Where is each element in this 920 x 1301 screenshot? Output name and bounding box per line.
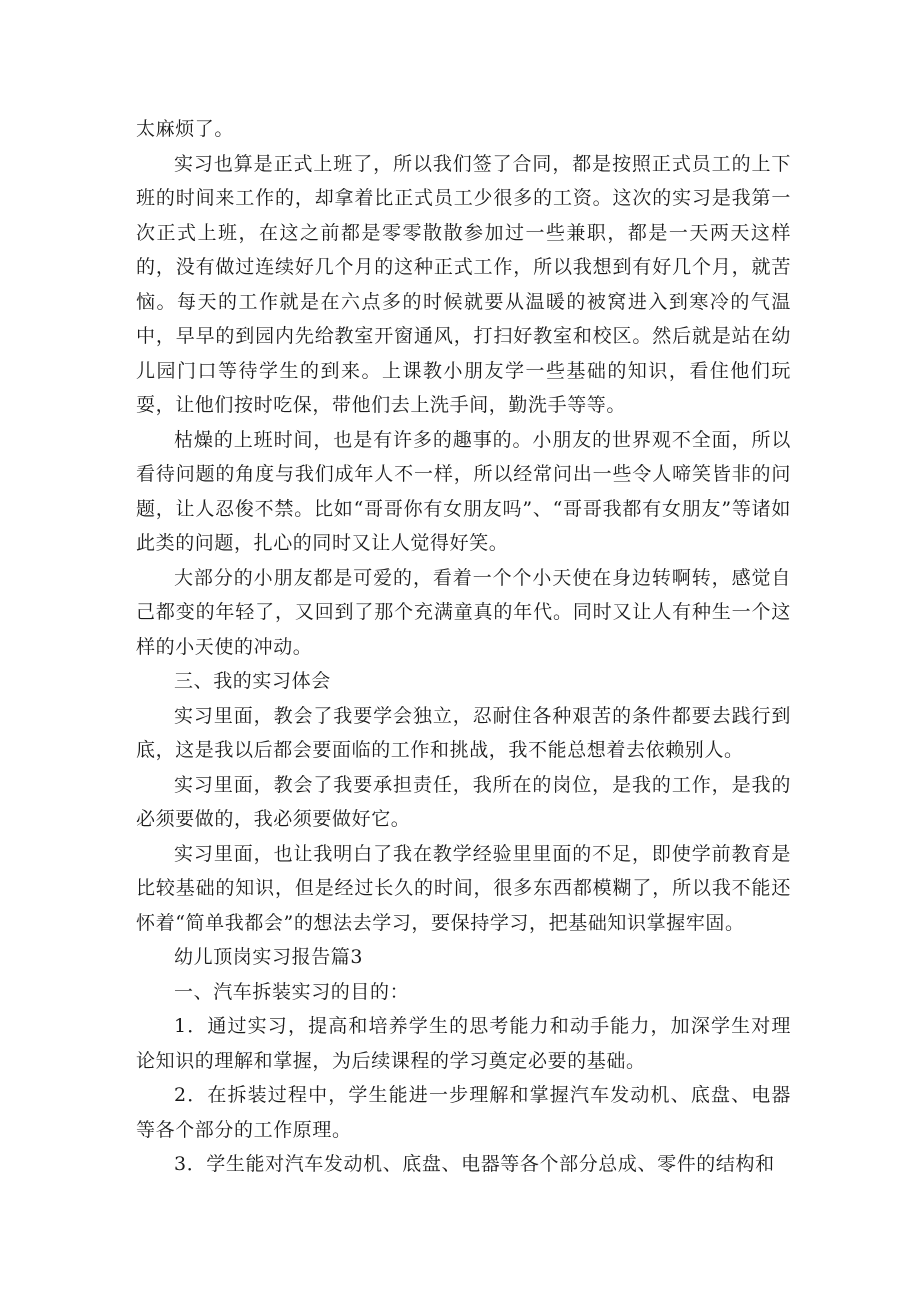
document-body [136,112,791,1182]
section-heading-purpose: 一、汽车拆装实习的目的： [174,980,410,1003]
paragraph-independence: 实习里面，教会了我要学会独立，忍耐住各种艰苦的条件都要去践行到底，这是我以后都会要面临的工作和挑战，我不能总想着去依赖别人。 [136,704,791,761]
section-heading-report-3: 幼儿顶岗实习报告篇3 [174,946,364,968]
paragraph-lovely-children: 大部分的小朋友都是可爱的，看着一个个小天使在身边转啊转，感觉自己都变的年轻了，又回到了那个充满童真的年代。同时又让人有种生一个这样的小天使的冲动。 [136,566,791,658]
list-item-1: 1．通过实习，提高和培养学生的思考能力和动手能力，加深学生对理论知识的理解和掌握，为后续课程的学习奠定必要的基础。 [136,1015,791,1072]
section-heading-experience: 三、我的实习体会 [174,670,331,692]
paragraph-fun-moments: 枯燥的上班时间，也是有许多的趣事的。小朋友的世界观不全面，所以看待问题的角度与我们成年人不一样，所以经常问出一些令人啼笑皆非的问题，让人忍俊不禁。比如“哥哥你有女朋友吗”、“哥哥我都有女朋友”等诸如此类的问题，扎心的同时又让人觉得好笑。 [136,428,791,554]
paragraph-responsibility: 实习里面，教会了我要承担责任，我所在的岗位，是我的工作，是我的必须要做的，我必须要做好它。 [136,773,791,830]
paragraph-continuation: 太麻烦了。 [136,118,235,140]
list-item-3: 3．学生能对汽车发动机、底盘、电器等各个部分总成、零件的结构和 [174,1153,775,1175]
list-item-2: 2．在拆装过程中，学生能进一步理解和掌握汽车发动机、底盘、电器等各个部分的工作原理。 [136,1084,791,1141]
paragraph-shortcomings: 实习里面，也让我明白了我在教学经验里里面的不足，即使学前教育是比较基础的知识，但是经过长久的时间，很多东西都模糊了，所以我不能还怀着“简单我都会”的想法去学习，要保持学习，把基础知识掌握牢固。 [136,842,791,934]
paragraph-internship-work: 实习也算是正式上班了，所以我们签了合同，都是按照正式员工的上下班的时间来工作的，却拿着比正式员工少很多的工资。这次的实习是我第一次正式上班，在这之前都是零零散散参加过一些兼职，都是一天两天这样的，没有做过连续好几个月的这种正式工作，所以我想到有好几个月，就苦恼。每天的工作就是在六点多的时候就要从温暖的被窝进入到寒冷的气温中，早早的到园内先给教室开窗通风，打扫好教室和校区。然后就是站在幼儿园门口等待学生的到来。上课教小朋友学一些基础的知识，看住他们玩耍，让他们按时吃保，带他们去上洗手间，勤洗手等等。 [136,152,791,416]
